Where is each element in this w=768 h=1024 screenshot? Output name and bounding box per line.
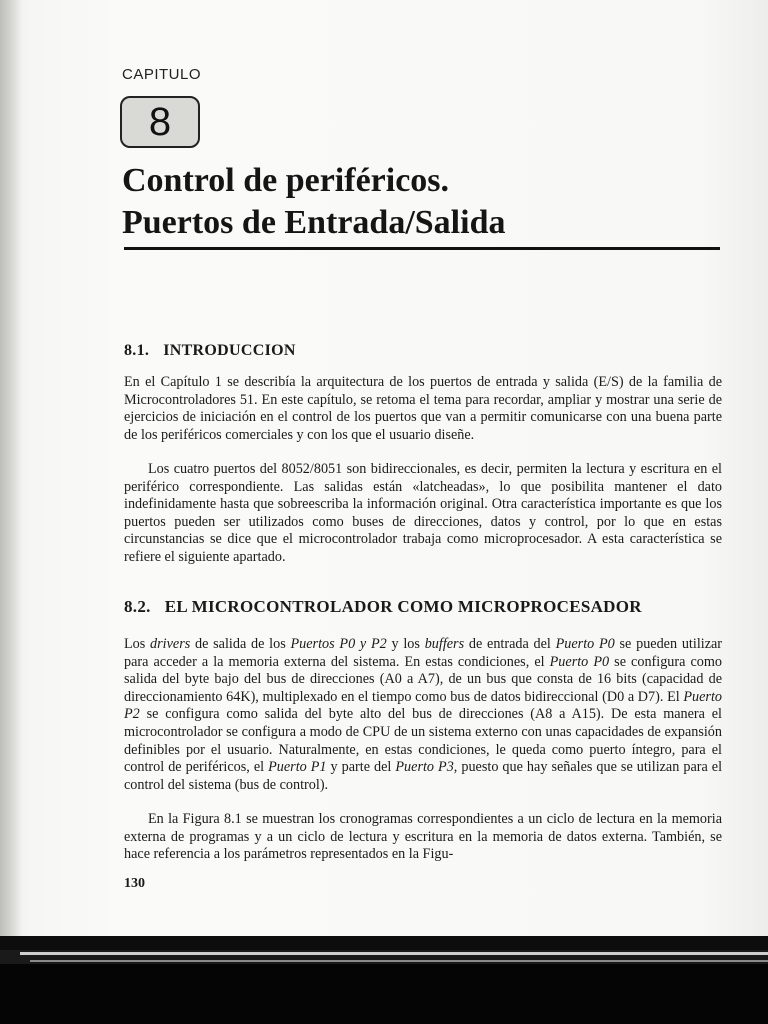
section-heading-8-1 [124, 342, 296, 360]
section-number: 8.2. [124, 597, 151, 616]
page-number: 130 [124, 876, 145, 891]
page-edge-line [20, 952, 768, 955]
paragraph: Los cuatro puertos del 8052/8051 son bidireccionales, es decir, permiten la lectura y escritura en el periférico correspondiente. Las salidas están «latcheadas», lo que posibilita mantener el dato indefinidamente hasta que sobreescriba la información original. Otra característica importante es que los puertos pueden ser utilizados como buses de direcciones, datos y control, por lo que en estas circunstancias se dice que el microcontrolador trabaja como microprocesador. A esta característica se refiere el siguiente apartado. [124, 461, 722, 565]
section-heading-8-2 [124, 597, 642, 617]
chapter-number: 8 [148, 100, 172, 144]
section-title: EL MICROCONTROLADOR COMO MICROPROCESADOR [164, 597, 642, 616]
chapter-title-line-1: Control de periféricos. [122, 162, 450, 199]
page-edge-line [30, 960, 768, 962]
chapter-number-box [120, 96, 200, 148]
paragraph: En el Capítulo 1 se describía la arquitectura de los puertos de entrada y salida (E/S) de la familia de Microcontroladores 51. En este capítulo, se retoma el tema para recordar, ampliar y mostrar una serie de ejercicios de iniciación en el control de los puertos que van a permitir comunicarse con una buena parte de los periféricos comerciales y con los que el usuario diseñe. [124, 374, 722, 443]
paragraph: Los drivers de salida de los Puertos P0 y P2 y los buffers de entrada del Puerto P0 se pueden utilizar para acceder a la memoria externa del sistema. En estas condiciones, el Puerto P0 se configura como salida del byte bajo del bus de direcciones (A0 a A7), de un bus que consta de 16 bits (capacidad de direccionamiento 64K), multiplexado en el tiempo como bus de datos bidireccional (D0 a D7). El Puerto P2 se configura como salida del byte alto del bus de direcciones (A8 a A15). De esta manera el microcontrolador se configura a modo de CPU de un sistema externo con unas capacidades de expansión definibles por el usuario. Naturalmente, en estas condiciones, le queda como puerto íntegro, para el control de periféricos, el Puerto P1 y parte del Puerto P3, puesto que hay señales que se utilizan para el control del sistema (bus de control). [124, 636, 723, 793]
book-edge [0, 936, 768, 950]
paragraph: En la Figura 8.1 se muestran los cronogramas correspondientes a un ciclo de lectura en la memoria externa de programas y a un ciclo de lectura y escritura en la memoria de datos externa. También, se hace referencia a los parámetros representados en la Figu- [124, 811, 722, 863]
title-rule [124, 247, 720, 250]
chapter-label: CAPITULO [122, 66, 202, 83]
chapter-title-line-2: Puertos de Entrada/Salida [122, 204, 506, 241]
section-number: 8.1. [124, 342, 150, 359]
chapter-title [122, 160, 722, 244]
binding-shadow [0, 0, 22, 940]
scanner-background [0, 964, 768, 1024]
section-title: INTRODUCCION [163, 342, 296, 359]
bleed-through-text [130, 28, 730, 58]
